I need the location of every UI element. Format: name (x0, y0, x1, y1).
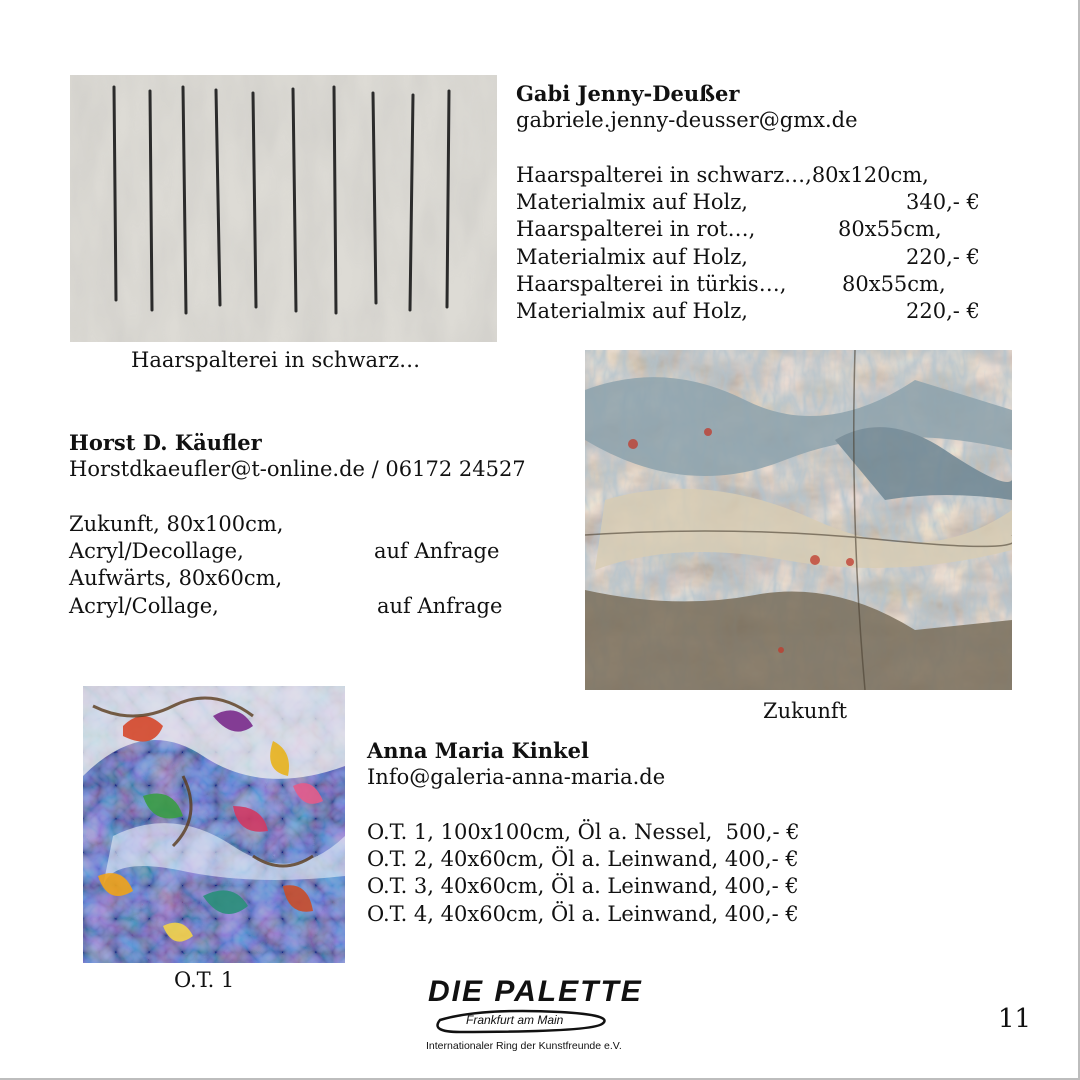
logo-subtitle: Internationaler Ring der Kunstfreunde e.V. (426, 1040, 622, 1052)
work-line: Acryl/Decollage, auf Anfrage (69, 539, 500, 564)
work-line: O.T. 3, 40x60cm, Öl a. Leinwand, 400,- € (367, 874, 799, 899)
artist-block-gabi (516, 80, 980, 326)
caption-ot1: O.T. 1 (174, 968, 235, 992)
artist-block-horst (69, 429, 526, 620)
work-line: Materialmix auf Holz, 220,- € (516, 299, 980, 324)
page-number: 11 (998, 1004, 1032, 1034)
die-palette-logo (420, 970, 670, 1055)
work-line: Haarspalterei in türkis…, 80x55cm, (516, 272, 946, 297)
work-line: Haarspalterei in rot…, 80x55cm, (516, 217, 942, 242)
artist-email[interactable]: Info@galeria-anna-maria.de (367, 765, 666, 790)
artist-email[interactable]: gabriele.jenny-deusser@gmx.de (516, 108, 858, 133)
work-line: O.T. 2, 40x60cm, Öl a. Leinwand, 400,- € (367, 847, 799, 872)
caption-haarspalterei: Haarspalterei in schwarz… (131, 348, 421, 372)
work-line: Zukunft, 80x100cm, (69, 511, 284, 536)
artist-name: Gabi Jenny-Deußer (516, 81, 740, 106)
work-line: Materialmix auf Holz, 340,- € (516, 190, 980, 215)
artwork-zukunft (585, 350, 1012, 690)
logo-city: Frankfurt am Main (466, 1013, 564, 1027)
work-line: Materialmix auf Holz, 220,- € (516, 244, 980, 269)
work-line: Acryl/Collage, auf Anfrage (69, 593, 503, 618)
artist-name: Horst D. Käufler (69, 430, 262, 455)
work-line: O.T. 1, 100x100cm, Öl a. Nessel, 500,- € (367, 819, 800, 844)
artist-email[interactable]: Horstdkaeufler@t-online.de / 06172 24527 (69, 457, 526, 482)
work-line: Haarspalterei in schwarz…,80x120cm, (516, 162, 929, 187)
artist-name: Anna Maria Kinkel (367, 738, 589, 763)
artwork-ot1 (83, 686, 345, 963)
work-line: Aufwärts, 80x60cm, (69, 566, 283, 591)
work-line: O.T. 4, 40x60cm, Öl a. Leinwand, 400,- € (367, 901, 799, 926)
artwork-haarspalterei-schwarz (70, 75, 497, 342)
logo-title: DIE PALETTE (428, 975, 643, 1008)
caption-zukunft: Zukunft (763, 699, 848, 723)
artist-block-anna (367, 737, 800, 928)
